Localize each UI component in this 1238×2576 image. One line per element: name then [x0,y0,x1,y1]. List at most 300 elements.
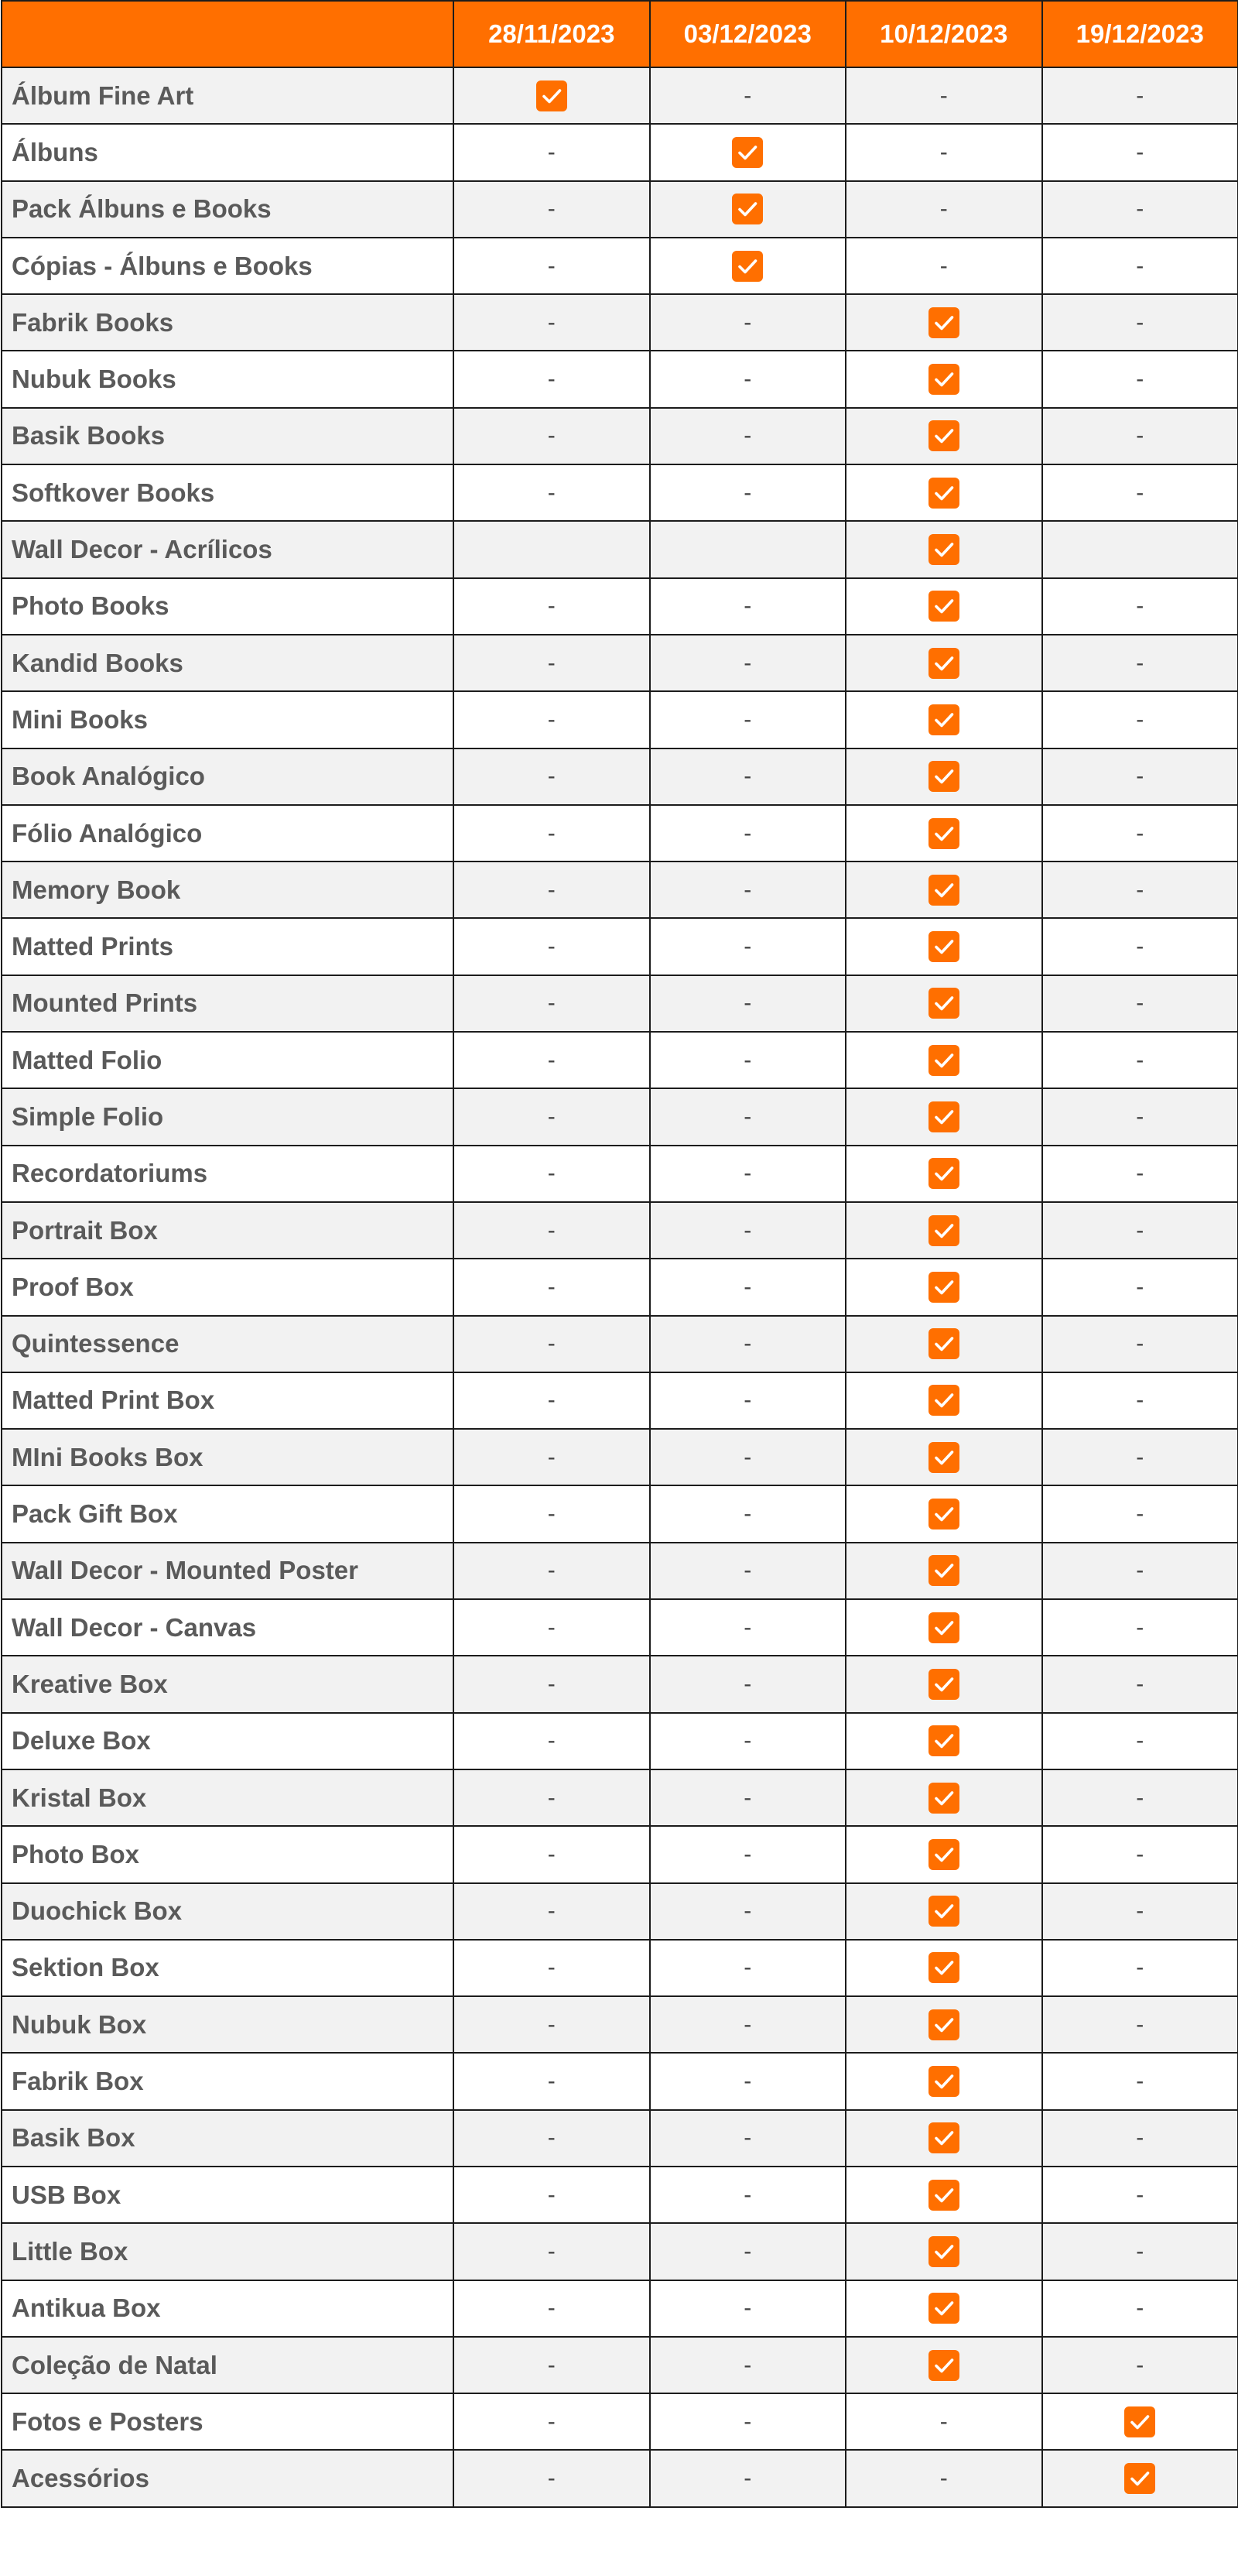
checked-cell [846,1259,1042,1315]
dash-cell: - [650,2223,846,2280]
dash-cell: - [650,294,846,351]
checkbox-checked-icon [929,420,959,451]
checkbox-checked-icon [929,1555,959,1586]
dash-cell: - [1042,1372,1238,1429]
dash-cell: - [453,2223,650,2280]
checkbox-checked-icon [929,2350,959,2381]
table-row [2,238,1238,294]
dash-cell: - [453,1146,650,1202]
checked-cell [846,2280,1042,2337]
dash-cell: - [1042,635,1238,691]
dash-cell: - [453,2053,650,2109]
row-label: Álbum Fine Art [2,67,453,124]
dash-cell: - [453,1826,650,1882]
checkbox-checked-icon [929,478,959,509]
table-row [2,67,1238,124]
empty-cell [1042,521,1238,577]
checked-cell [846,1146,1042,1202]
dash-cell: - [1042,2053,1238,2109]
dash-cell: - [650,1826,846,1882]
checked-cell [846,748,1042,805]
dash-cell: - [453,464,650,521]
row-label: Matted Folio [2,1032,453,1088]
dash-cell: - [453,805,650,862]
dash-cell: - [1042,124,1238,180]
checkbox-checked-icon [929,988,959,1019]
dash-cell: - [650,1088,846,1145]
checked-cell [846,805,1042,862]
row-label: Deluxe Box [2,1713,453,1769]
row-label: Quintessence [2,1316,453,1372]
row-label: Álbuns [2,124,453,180]
dash-cell: - [650,918,846,975]
row-label: Wall Decor - Acrílicos [2,521,453,577]
table-row [2,1883,1238,1940]
checked-cell [846,1485,1042,1542]
row-label: Recordatoriums [2,1146,453,1202]
table-row [2,351,1238,407]
table-body [2,67,1238,2507]
checkbox-checked-icon [929,931,959,962]
dash-cell: - [650,1996,846,2053]
dash-cell: - [453,1883,650,1940]
table-row [2,2393,1238,2450]
row-label: Simple Folio [2,1088,453,1145]
dash-cell: - [453,2110,650,2167]
table-row [2,1769,1238,1826]
row-label: Photo Books [2,578,453,635]
dash-cell: - [453,1599,650,1656]
table-row [2,1259,1238,1315]
checkbox-checked-icon [929,1669,959,1700]
row-label: Fabrik Books [2,294,453,351]
checkbox-checked-icon [929,1328,959,1359]
checkbox-checked-icon [732,137,763,168]
table-row [2,1656,1238,1712]
checkbox-checked-icon [929,2236,959,2267]
checked-cell [846,2167,1042,2223]
checkbox-checked-icon [1124,2463,1155,2494]
checked-cell [846,464,1042,521]
dash-cell: - [1042,691,1238,748]
dash-cell: - [1042,1485,1238,1542]
header-corner-cell [2,1,453,67]
row-label: Softkover Books [2,464,453,521]
dash-cell: - [453,124,650,180]
dash-cell: - [453,238,650,294]
row-label: Matted Prints [2,918,453,975]
dash-cell: - [1042,975,1238,1032]
dash-cell: - [453,1202,650,1259]
dash-cell: - [1042,1656,1238,1712]
dash-cell: - [650,1372,846,1429]
dash-cell: - [650,1429,846,1485]
dash-cell: - [1042,1599,1238,1656]
dash-cell: - [1042,578,1238,635]
checkbox-checked-icon [929,1725,959,1756]
table-row [2,1599,1238,1656]
column-header: 03/12/2023 [650,1,846,67]
checked-cell [846,1713,1042,1769]
dash-cell: - [453,1996,650,2053]
dash-cell: - [1042,181,1238,238]
table-row [2,1316,1238,1372]
checkbox-checked-icon [929,1272,959,1303]
row-label: Wall Decor - Canvas [2,1599,453,1656]
dash-cell: - [1042,1543,1238,1599]
dash-cell: - [650,748,846,805]
row-label: Photo Box [2,1826,453,1882]
dash-cell: - [453,975,650,1032]
dash-cell: - [453,2280,650,2337]
dash-cell: - [846,2450,1042,2506]
row-label: Pack Álbuns e Books [2,181,453,238]
dash-cell: - [1042,1826,1238,1882]
row-label: Acessórios [2,2450,453,2506]
row-label: Fabrik Box [2,2053,453,2109]
row-label: Fólio Analógico [2,805,453,862]
dash-cell: - [1042,2223,1238,2280]
row-label: Proof Box [2,1259,453,1315]
dash-cell: - [453,1940,650,1996]
row-label: USB Box [2,2167,453,2223]
row-label: Little Box [2,2223,453,2280]
dash-cell: - [453,918,650,975]
dash-cell: - [1042,1202,1238,1259]
dash-cell: - [846,67,1042,124]
dash-cell: - [650,2450,846,2506]
table-row [2,975,1238,1032]
dash-cell: - [453,351,650,407]
table-row [2,748,1238,805]
dash-cell: - [650,578,846,635]
dash-cell: - [453,2337,650,2393]
checkbox-checked-icon [929,307,959,338]
dash-cell: - [1042,351,1238,407]
header-row [2,1,1238,67]
dash-cell: - [846,238,1042,294]
checkbox-checked-icon [732,194,763,224]
checked-cell [846,1883,1042,1940]
checked-cell [846,1543,1042,1599]
checked-cell [846,1996,1042,2053]
checkbox-checked-icon [929,1952,959,1983]
row-label: Cópias - Álbuns e Books [2,238,453,294]
checked-cell [846,521,1042,577]
table-row [2,1429,1238,1485]
table-row [2,464,1238,521]
table-row [2,521,1238,577]
dash-cell: - [453,748,650,805]
dash-cell: - [846,2393,1042,2450]
table-row [2,1146,1238,1202]
table-row [2,1826,1238,1882]
checked-cell [846,691,1042,748]
table-row [2,2337,1238,2393]
dash-cell: - [1042,408,1238,464]
dash-cell: - [453,862,650,918]
row-label: Wall Decor - Mounted Poster [2,1543,453,1599]
dash-cell: - [1042,748,1238,805]
dash-cell: - [1042,67,1238,124]
dash-cell: - [453,1656,650,1712]
dash-cell: - [650,2337,846,2393]
table-row [2,294,1238,351]
checked-cell [846,1769,1042,1826]
table-row [2,2223,1238,2280]
dash-cell: - [1042,1146,1238,1202]
checked-cell [650,181,846,238]
checked-cell [846,1826,1042,1882]
dash-cell: - [453,408,650,464]
dash-cell: - [650,1656,846,1712]
dash-cell: - [650,691,846,748]
dash-cell: - [1042,862,1238,918]
row-label: Pack Gift Box [2,1485,453,1542]
table-row [2,1032,1238,1088]
dash-cell: - [650,635,846,691]
dash-cell: - [453,1259,650,1315]
table-row [2,1713,1238,1769]
table-header [2,1,1238,67]
checkbox-checked-icon [1124,2406,1155,2437]
checked-cell [846,1599,1042,1656]
dash-cell: - [1042,2167,1238,2223]
dash-cell: - [453,1088,650,1145]
dash-cell: - [453,181,650,238]
row-label: Basik Books [2,408,453,464]
dash-cell: - [1042,1316,1238,1372]
checkbox-checked-icon [536,80,567,111]
row-label: Mini Books [2,691,453,748]
empty-cell [453,521,650,577]
dash-cell: - [1042,1429,1238,1485]
dash-cell: - [1042,1713,1238,1769]
table-row [2,862,1238,918]
dash-cell: - [453,691,650,748]
checkbox-checked-icon [929,2009,959,2040]
checked-cell [846,862,1042,918]
dash-cell: - [650,1485,846,1542]
checkbox-checked-icon [929,875,959,906]
dash-cell: - [650,1883,846,1940]
dash-cell: - [453,1316,650,1372]
dash-cell: - [453,1485,650,1542]
row-label: Sektion Box [2,1940,453,1996]
checkbox-checked-icon [929,2122,959,2153]
dash-cell: - [650,67,846,124]
table-row [2,181,1238,238]
dash-cell: - [1042,2110,1238,2167]
dash-cell: - [1042,1883,1238,1940]
checkbox-checked-icon [929,1499,959,1530]
dash-cell: - [453,2450,650,2506]
dash-cell: - [1042,1940,1238,1996]
checkbox-checked-icon [929,761,959,792]
checkbox-checked-icon [929,1839,959,1870]
row-label: Kandid Books [2,635,453,691]
checked-cell [846,2110,1042,2167]
checkbox-checked-icon [929,704,959,735]
dash-cell: - [650,1202,846,1259]
row-label: Kreative Box [2,1656,453,1712]
checked-cell [846,1316,1042,1372]
row-label: Nubuk Books [2,351,453,407]
table-row [2,1202,1238,1259]
checkbox-checked-icon [929,2293,959,2324]
checkbox-checked-icon [929,1215,959,1246]
dash-cell: - [453,635,650,691]
checkbox-checked-icon [929,591,959,622]
dash-cell: - [650,1713,846,1769]
row-label: Kristal Box [2,1769,453,1826]
dash-cell: - [1042,294,1238,351]
empty-cell [650,521,846,577]
checkbox-checked-icon [929,2180,959,2211]
dash-cell: - [453,294,650,351]
row-label: Nubuk Box [2,1996,453,2053]
dash-cell: - [453,1429,650,1485]
checked-cell [846,975,1042,1032]
row-label: Matted Print Box [2,1372,453,1429]
dash-cell: - [1042,1996,1238,2053]
dash-cell: - [650,2280,846,2337]
checked-cell [846,578,1042,635]
dash-cell: - [650,805,846,862]
checkbox-checked-icon [929,1101,959,1132]
checked-cell [846,408,1042,464]
column-header: 19/12/2023 [1042,1,1238,67]
dash-cell: - [650,2053,846,2109]
dash-cell: - [1042,805,1238,862]
checkbox-checked-icon [929,1442,959,1473]
checkbox-checked-icon [929,648,959,679]
table-row [2,635,1238,691]
row-label: MIni Books Box [2,1429,453,1485]
dash-cell: - [650,408,846,464]
checked-cell [846,2223,1042,2280]
checkbox-checked-icon [929,534,959,565]
checkbox-checked-icon [929,1896,959,1927]
checked-cell [846,918,1042,975]
table-row [2,124,1238,180]
dash-cell: - [846,124,1042,180]
dash-cell: - [650,862,846,918]
checked-cell [846,1429,1042,1485]
checked-cell [846,1202,1042,1259]
checked-cell [1042,2393,1238,2450]
dash-cell: - [650,2110,846,2167]
checked-cell [650,124,846,180]
table-row [2,691,1238,748]
table-row [2,1372,1238,1429]
checked-cell [846,1032,1042,1088]
dash-cell: - [453,2393,650,2450]
dash-cell: - [650,1032,846,1088]
checkbox-checked-icon [929,1612,959,1643]
checkbox-checked-icon [929,1783,959,1814]
checked-cell [846,635,1042,691]
dash-cell: - [1042,1088,1238,1145]
table-row [2,578,1238,635]
table-row [2,1485,1238,1542]
checkbox-checked-icon [929,364,959,395]
row-label: Basik Box [2,2110,453,2167]
row-label: Book Analógico [2,748,453,805]
dash-cell: - [453,1713,650,1769]
schedule-table [1,0,1238,2508]
dash-cell: - [453,1372,650,1429]
checked-cell [846,2053,1042,2109]
column-header: 10/12/2023 [846,1,1042,67]
row-label: Duochick Box [2,1883,453,1940]
table-row [2,1088,1238,1145]
checked-cell [1042,2450,1238,2506]
checked-cell [846,351,1042,407]
dash-cell: - [1042,2280,1238,2337]
dash-cell: - [1042,464,1238,521]
table-row [2,2053,1238,2109]
table-row [2,1996,1238,2053]
checked-cell [846,294,1042,351]
dash-cell: - [650,351,846,407]
checkbox-checked-icon [732,251,763,282]
table-row [2,2110,1238,2167]
dash-cell: - [1042,1032,1238,1088]
dash-cell: - [650,1543,846,1599]
dash-cell: - [453,2167,650,2223]
row-label: Fotos e Posters [2,2393,453,2450]
dash-cell: - [1042,1259,1238,1315]
table-row [2,1940,1238,1996]
row-label: Antikua Box [2,2280,453,2337]
table-row [2,918,1238,975]
dash-cell: - [453,1769,650,1826]
checked-cell [846,1088,1042,1145]
dash-cell: - [1042,1769,1238,1826]
checked-cell [846,1940,1042,1996]
dash-cell: - [650,1316,846,1372]
table-row [2,805,1238,862]
column-header: 28/11/2023 [453,1,650,67]
checkbox-checked-icon [929,818,959,849]
table-row [2,2167,1238,2223]
table-row [2,1543,1238,1599]
checked-cell [453,67,650,124]
table-row [2,2450,1238,2506]
checkbox-checked-icon [929,1045,959,1076]
dash-cell: - [1042,2337,1238,2393]
checkbox-checked-icon [929,2066,959,2097]
table-row [2,2280,1238,2337]
checkbox-checked-icon [929,1385,959,1416]
dash-cell: - [1042,238,1238,294]
dash-cell: - [1042,918,1238,975]
dash-cell: - [453,1543,650,1599]
dash-cell: - [846,181,1042,238]
row-label: Portrait Box [2,1202,453,1259]
checked-cell [650,238,846,294]
dash-cell: - [650,1259,846,1315]
table-row [2,408,1238,464]
dash-cell: - [453,1032,650,1088]
row-label: Mounted Prints [2,975,453,1032]
dash-cell: - [650,2167,846,2223]
dash-cell: - [650,975,846,1032]
checkbox-checked-icon [929,1158,959,1189]
dash-cell: - [650,464,846,521]
checked-cell [846,2337,1042,2393]
